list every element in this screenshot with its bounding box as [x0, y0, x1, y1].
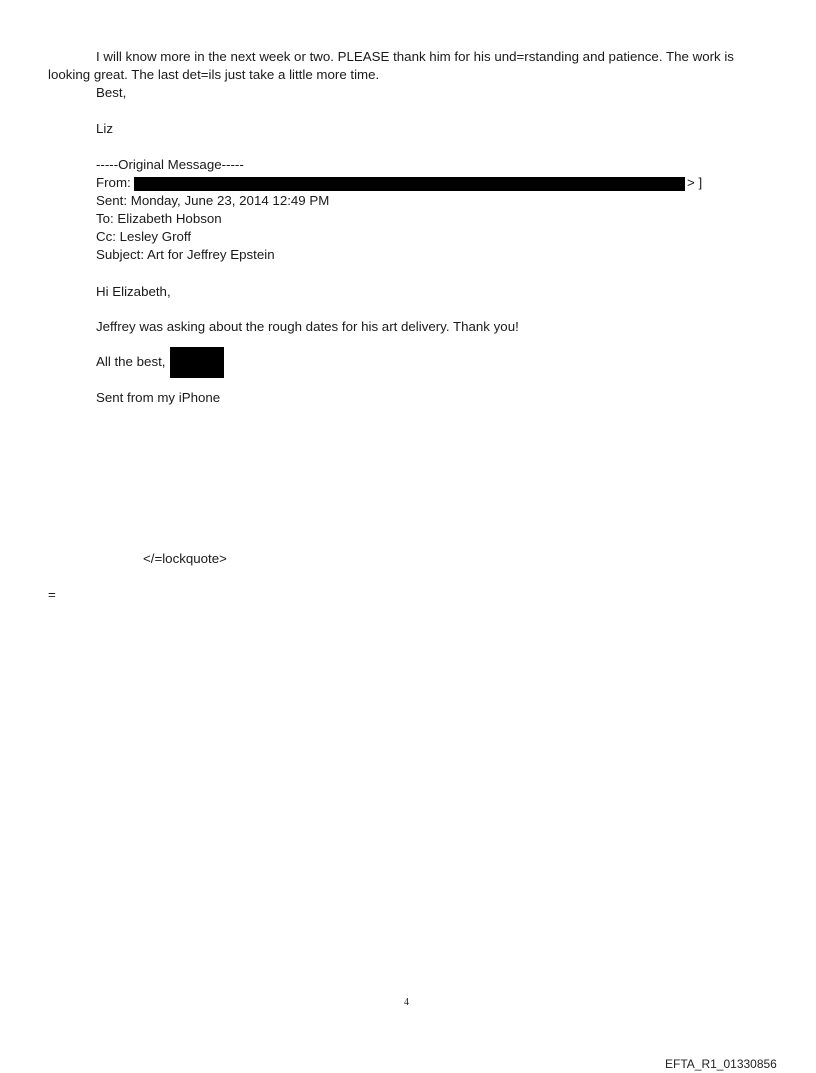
- subject-line: Subject: Art for Jeffrey Epstein: [96, 247, 275, 262]
- equals-artifact: =: [48, 587, 56, 602]
- closing: Best,: [96, 85, 127, 100]
- sent-from: Sent from my iPhone: [96, 390, 221, 405]
- redaction-sender-name: [170, 347, 224, 378]
- original-message-header: -----Original Message-----: [96, 157, 244, 172]
- from-suffix: > ]: [687, 175, 703, 190]
- greeting: Hi Elizabeth,: [96, 284, 171, 299]
- lockquote-artifact: </=lockquote>: [143, 551, 227, 566]
- from-label: From:: [96, 175, 131, 190]
- to-line: To: Elizabeth Hobson: [96, 211, 222, 226]
- cc-line: Cc: Lesley Groff: [96, 229, 192, 244]
- signature: Liz: [96, 121, 113, 136]
- document-id: EFTA_R1_01330856: [665, 1057, 777, 1071]
- signoff: All the best,: [96, 354, 166, 369]
- body-line-1: I will know more in the next week or two. PLEASE thank him for his und=rstanding and patience. The work is: [96, 49, 734, 64]
- sent-line: Sent: Monday, June 23, 2014 12:49 PM: [96, 193, 330, 208]
- page-number: 4: [404, 997, 409, 1008]
- redaction-from-address: [134, 177, 685, 191]
- message-text: Jeffrey was asking about the rough dates for his art delivery. Thank you!: [96, 319, 519, 334]
- body-line-2: looking great. The last det=ils just take a little more time.: [48, 67, 380, 82]
